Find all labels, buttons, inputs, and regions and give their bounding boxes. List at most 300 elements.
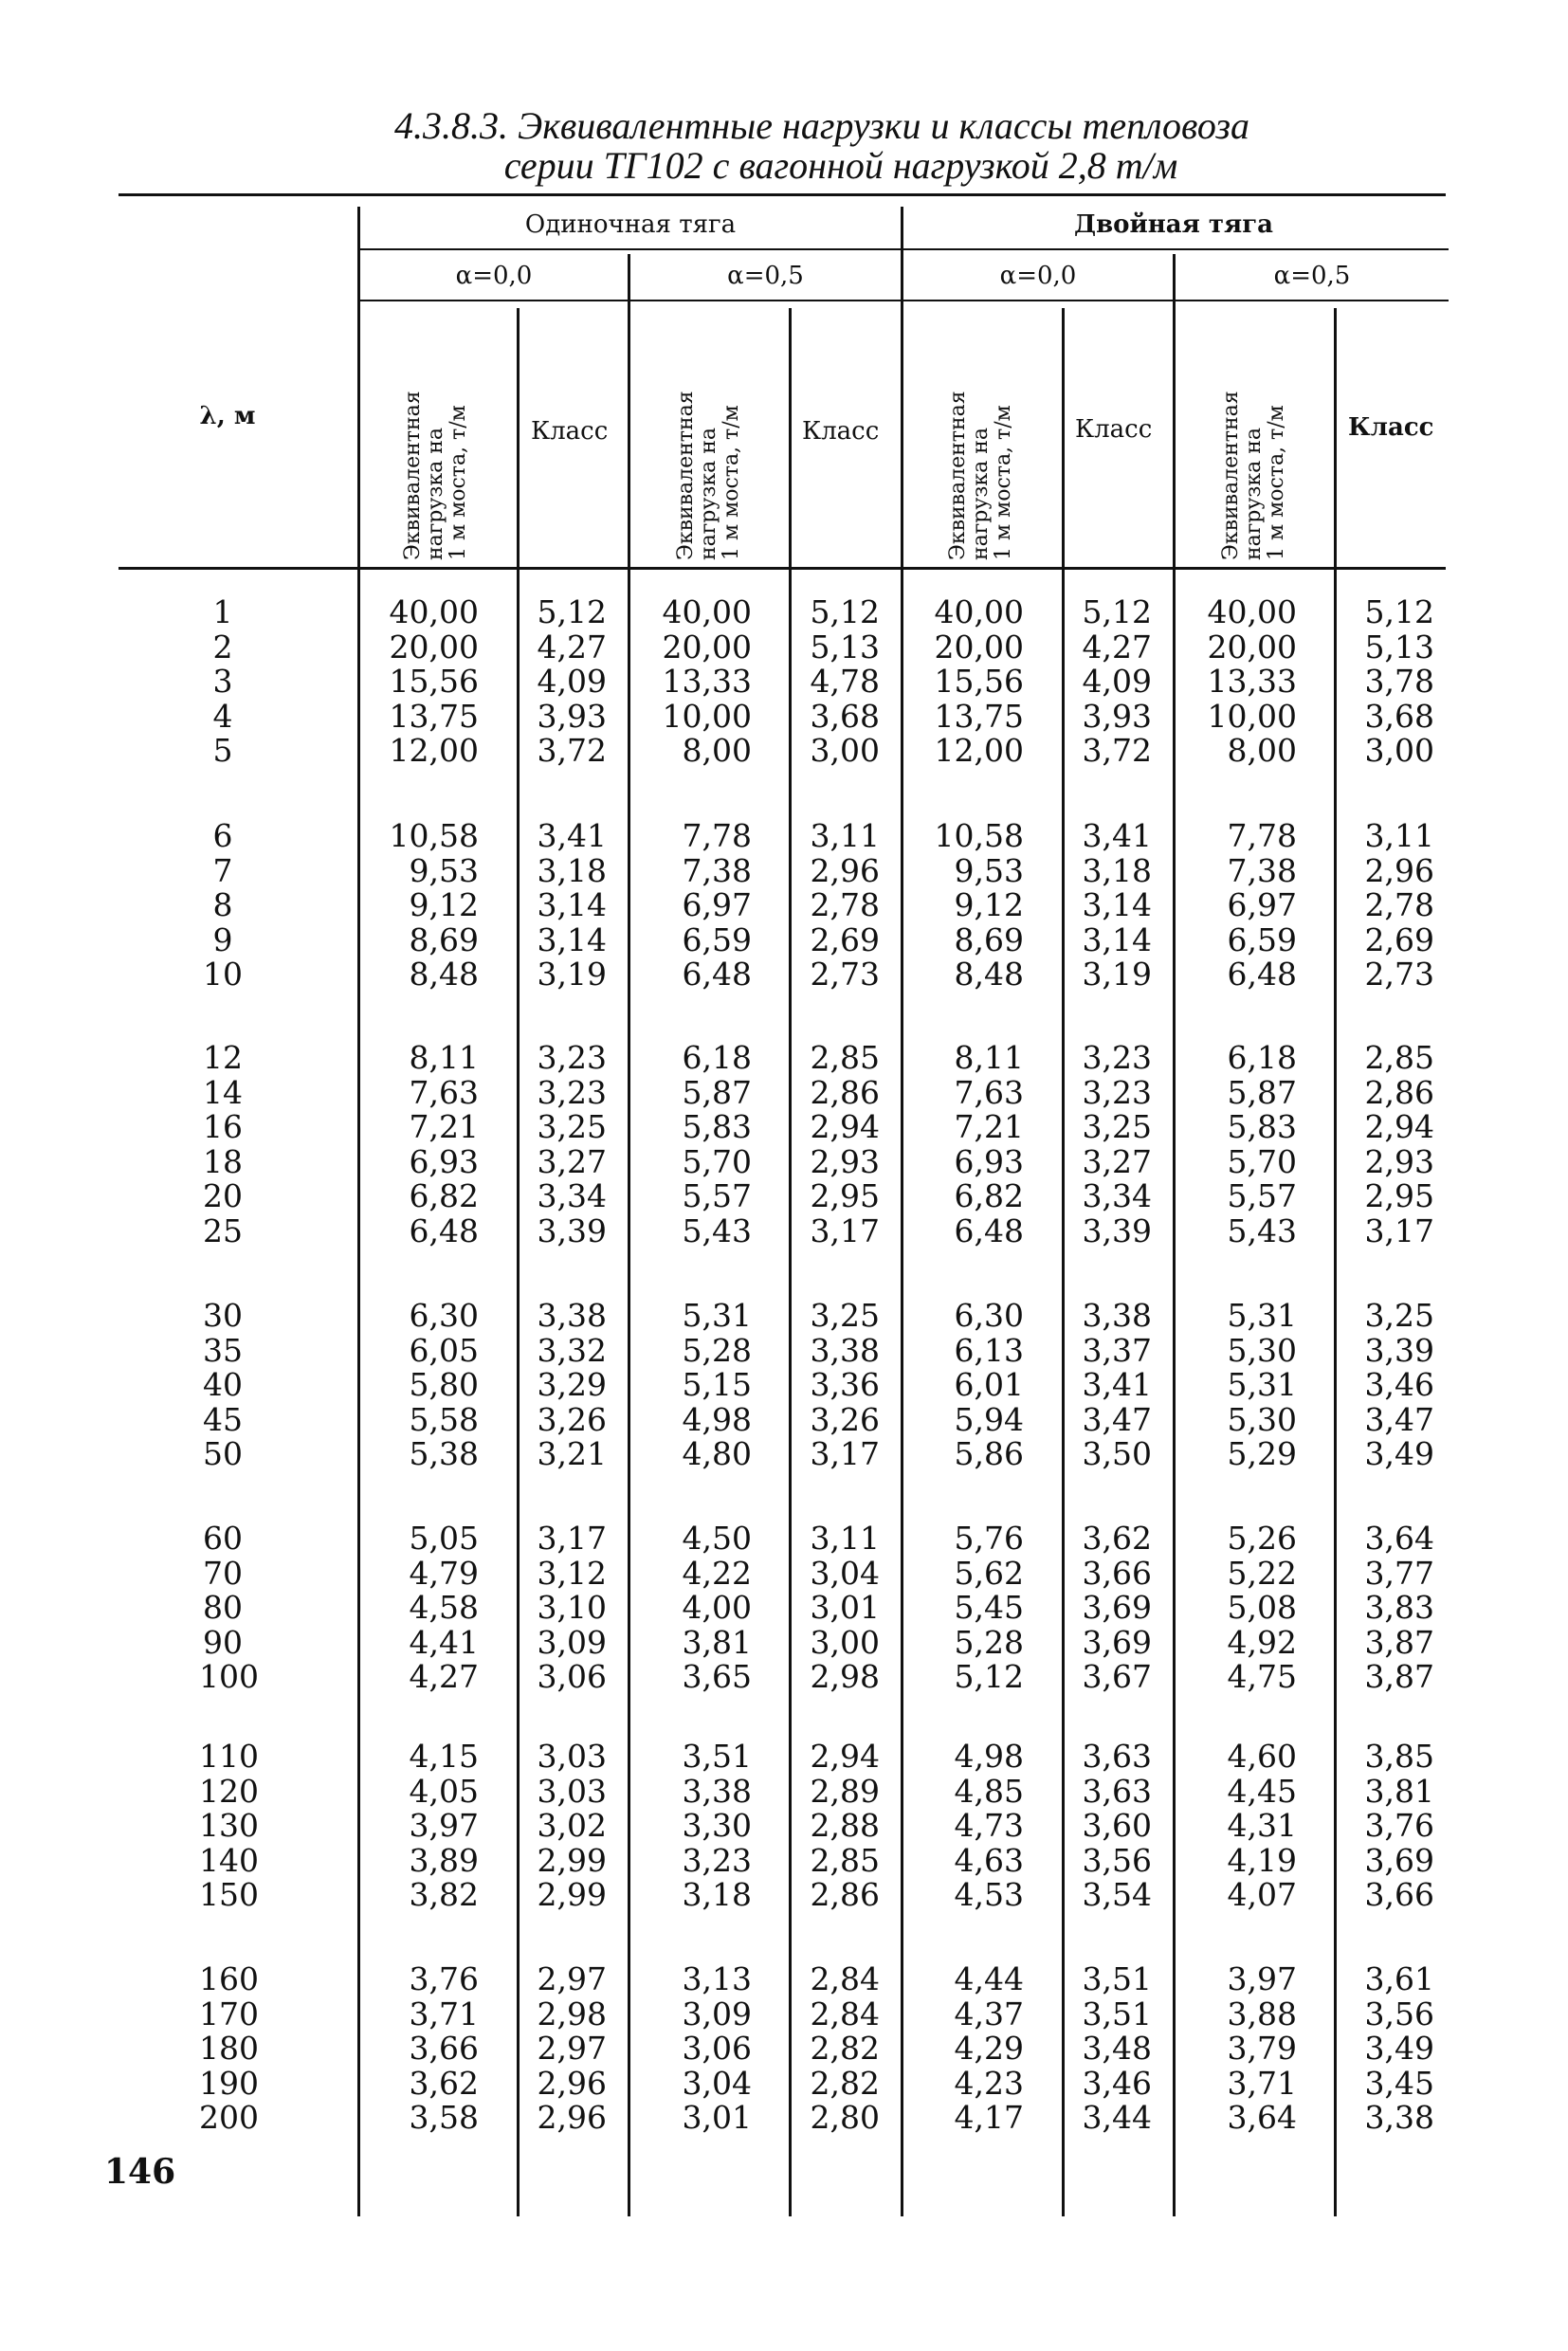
value-column bbox=[1174, 1522, 1297, 1695]
lambda-value: 140 bbox=[199, 1841, 259, 1879]
table-cell: 3,85 bbox=[1364, 1738, 1434, 1775]
value-column bbox=[757, 1740, 880, 1913]
table-cell: 20,00 bbox=[1207, 628, 1297, 665]
table-cell: 4,75 bbox=[1227, 1658, 1297, 1695]
value-column bbox=[629, 1522, 752, 1695]
table-cell: 2,73 bbox=[1364, 956, 1434, 993]
value-column bbox=[629, 1041, 752, 1248]
table-cell: 6,05 bbox=[409, 1331, 479, 1369]
table-cell: 2,95 bbox=[810, 1177, 880, 1214]
value-column bbox=[901, 1522, 1024, 1695]
table-cell: 3,17 bbox=[537, 1520, 607, 1557]
table-cell: 5,08 bbox=[1227, 1589, 1297, 1626]
table-cell: 6,18 bbox=[1227, 1039, 1297, 1076]
lambda-value: 90 bbox=[203, 1623, 243, 1661]
table-cell: 3,44 bbox=[1082, 2099, 1152, 2136]
table-cell: 2,95 bbox=[1364, 1177, 1434, 1214]
lambda-column bbox=[199, 1738, 259, 1913]
value-column bbox=[901, 1740, 1024, 1913]
table-cell: 20,00 bbox=[389, 628, 479, 665]
lambda-column bbox=[199, 1041, 246, 1248]
table-cell: 3,76 bbox=[409, 1960, 479, 1997]
table-cell: 40,00 bbox=[934, 593, 1024, 630]
table-cell: 6,93 bbox=[409, 1142, 479, 1180]
table-cell: 5,87 bbox=[682, 1073, 752, 1111]
table-cell: 3,19 bbox=[1082, 956, 1152, 993]
table-cell: 3,89 bbox=[409, 1841, 479, 1879]
table-cell: 7,38 bbox=[1227, 851, 1297, 889]
table-cell: 4,92 bbox=[1227, 1623, 1297, 1661]
table-cell: 2,84 bbox=[810, 1995, 880, 2032]
table-cell: 3,58 bbox=[409, 2099, 479, 2136]
table-cell: 6,97 bbox=[682, 886, 752, 923]
lambda-value: 180 bbox=[199, 2030, 259, 2067]
table-cell: 3,25 bbox=[1364, 1297, 1434, 1334]
header-class: Класс bbox=[1075, 415, 1153, 444]
table-cell: 4,09 bbox=[537, 663, 607, 700]
table-cell: 3,12 bbox=[537, 1554, 607, 1592]
table-cell: 2,73 bbox=[810, 956, 880, 993]
table-cell: 3,11 bbox=[1364, 817, 1434, 854]
table-cell: 3,62 bbox=[409, 2064, 479, 2102]
table-cell: 3,72 bbox=[1082, 732, 1152, 769]
table-cell: 3,09 bbox=[537, 1623, 607, 1661]
table-cell: 2,96 bbox=[537, 2064, 607, 2102]
table-cell: 2,80 bbox=[810, 2099, 880, 2136]
value-column bbox=[483, 1522, 607, 1695]
table-cell: 5,57 bbox=[682, 1177, 752, 1214]
table-cell: 3,17 bbox=[1364, 1212, 1434, 1249]
table-title-line-1: 4.3.8.3. Эквивалентные нагрузки и классы тепловоза bbox=[394, 104, 1249, 147]
table-cell: 5,94 bbox=[954, 1400, 1024, 1438]
table-cell: 2,94 bbox=[810, 1738, 880, 1775]
value-column bbox=[1311, 1299, 1434, 1472]
table-cell: 5,43 bbox=[1227, 1212, 1297, 1249]
header-class: Класс bbox=[531, 417, 609, 446]
table-cell: 2,98 bbox=[810, 1658, 880, 1695]
table-cell: 3,61 bbox=[1364, 1960, 1434, 1997]
table-cell: 3,64 bbox=[1364, 1520, 1434, 1557]
table-cell: 2,93 bbox=[810, 1142, 880, 1180]
row-group bbox=[0, 595, 1568, 772]
table-cell: 2,86 bbox=[810, 1073, 880, 1111]
lambda-column bbox=[199, 1960, 259, 2136]
lambda-value: 130 bbox=[199, 1807, 259, 1844]
lambda-value: 3 bbox=[212, 663, 233, 700]
table-cell: 6,30 bbox=[409, 1297, 479, 1334]
table-cell: 5,15 bbox=[682, 1366, 752, 1403]
table-cell: 3,83 bbox=[1364, 1589, 1434, 1626]
table-cell: 3,71 bbox=[409, 1995, 479, 2032]
table-cell: 3,30 bbox=[682, 1807, 752, 1844]
table-title-line-2: серии ТГ102 с вагонной нагрузкой 2,8 т/м bbox=[503, 144, 1178, 187]
table-cell: 3,39 bbox=[1082, 1212, 1152, 1249]
lambda-value: 16 bbox=[203, 1108, 243, 1145]
table-cell: 8,11 bbox=[954, 1039, 1024, 1076]
lambda-value: 50 bbox=[203, 1435, 243, 1472]
table-cell: 3,78 bbox=[1364, 663, 1434, 700]
table-cell: 2,99 bbox=[537, 1876, 607, 1913]
table-cell: 3,18 bbox=[1082, 851, 1152, 889]
table-cell: 2,85 bbox=[810, 1841, 880, 1879]
header-class: Класс bbox=[802, 417, 880, 446]
table-cell: 2,93 bbox=[1364, 1142, 1434, 1180]
lambda-value: 12 bbox=[203, 1039, 243, 1076]
table-cell: 3,04 bbox=[682, 2064, 752, 2102]
value-column bbox=[1311, 1740, 1434, 1913]
table-cell: 5,30 bbox=[1227, 1400, 1297, 1438]
lambda-value: 60 bbox=[203, 1520, 243, 1557]
lambda-value: 35 bbox=[203, 1331, 243, 1369]
table-cell: 5,62 bbox=[954, 1554, 1024, 1592]
header-equivalent-load: Эквивалентная нагрузка на 1 м моста, т/м bbox=[1219, 391, 1288, 560]
table-cell: 3,87 bbox=[1364, 1623, 1434, 1661]
table-cell: 4,05 bbox=[409, 1772, 479, 1810]
table-cell: 3,14 bbox=[1082, 886, 1152, 923]
table-cell: 2,69 bbox=[1364, 920, 1434, 958]
table-cell: 2,94 bbox=[810, 1108, 880, 1145]
header-rule-1 bbox=[358, 248, 1449, 250]
table-cell: 3,63 bbox=[1082, 1772, 1152, 1810]
table-cell: 3,79 bbox=[1227, 2030, 1297, 2067]
value-column bbox=[901, 1962, 1024, 2136]
table-cell: 3,49 bbox=[1364, 1435, 1434, 1472]
table-cell: 3,56 bbox=[1082, 1841, 1152, 1879]
table-cell: 3,71 bbox=[1227, 2064, 1297, 2102]
lambda-value: 2 bbox=[212, 628, 233, 665]
table-cell: 9,53 bbox=[409, 851, 479, 889]
table-cell: 3,63 bbox=[1082, 1738, 1152, 1775]
table-cell: 4,27 bbox=[537, 628, 607, 665]
table-cell: 3,69 bbox=[1082, 1623, 1152, 1661]
table-cell: 2,69 bbox=[810, 920, 880, 958]
table-cell: 7,21 bbox=[409, 1108, 479, 1145]
table-cell: 3,34 bbox=[1082, 1177, 1152, 1214]
table-cell: 40,00 bbox=[389, 593, 479, 630]
table-cell: 9,53 bbox=[954, 851, 1024, 889]
table-cell: 12,00 bbox=[934, 732, 1024, 769]
table-cell: 3,77 bbox=[1364, 1554, 1434, 1592]
table-cell: 4,31 bbox=[1227, 1807, 1297, 1844]
table-cell: 3,23 bbox=[537, 1073, 607, 1111]
value-column bbox=[757, 819, 880, 993]
lambda-value: 100 bbox=[199, 1658, 259, 1695]
table-cell: 6,82 bbox=[954, 1177, 1024, 1214]
table-cell: 3,87 bbox=[1364, 1658, 1434, 1695]
value-column bbox=[356, 1522, 479, 1695]
table-cell: 2,97 bbox=[537, 2030, 607, 2067]
table-cell: 7,78 bbox=[682, 817, 752, 854]
table-cell: 2,86 bbox=[1364, 1073, 1434, 1111]
value-column bbox=[629, 1299, 752, 1472]
table-cell: 6,13 bbox=[954, 1331, 1024, 1369]
table-cell: 13,33 bbox=[1207, 663, 1297, 700]
table-cell: 2,97 bbox=[537, 1960, 607, 1997]
table-cell: 3,81 bbox=[682, 1623, 752, 1661]
value-column bbox=[356, 595, 479, 769]
table-cell: 5,31 bbox=[1227, 1297, 1297, 1334]
table-cell: 5,30 bbox=[1227, 1331, 1297, 1369]
table-cell: 3,47 bbox=[1082, 1400, 1152, 1438]
table-cell: 9,12 bbox=[409, 886, 479, 923]
table-cell: 3,01 bbox=[682, 2099, 752, 2136]
table-cell: 5,58 bbox=[409, 1400, 479, 1438]
table-cell: 3,23 bbox=[1082, 1039, 1152, 1076]
row-group bbox=[0, 1299, 1568, 1475]
table-cell: 3,03 bbox=[537, 1772, 607, 1810]
table-cell: 4,17 bbox=[954, 2099, 1024, 2136]
row-group bbox=[0, 1962, 1568, 2139]
table-cell: 3,23 bbox=[537, 1039, 607, 1076]
table-cell: 5,45 bbox=[954, 1589, 1024, 1626]
table-cell: 3,13 bbox=[682, 1960, 752, 1997]
table-cell: 2,99 bbox=[537, 1841, 607, 1879]
table-cell: 3,26 bbox=[537, 1400, 607, 1438]
table-cell: 6,48 bbox=[1227, 956, 1297, 993]
table-cell: 5,87 bbox=[1227, 1073, 1297, 1111]
table-cell: 3,14 bbox=[537, 920, 607, 958]
table-cell: 3,01 bbox=[810, 1589, 880, 1626]
table-cell: 2,96 bbox=[1364, 851, 1434, 889]
table-cell: 6,97 bbox=[1227, 886, 1297, 923]
table-cell: 40,00 bbox=[662, 593, 752, 630]
table-cell: 3,11 bbox=[810, 817, 880, 854]
value-column bbox=[629, 1962, 752, 2136]
table-cell: 3,17 bbox=[810, 1212, 880, 1249]
value-column bbox=[757, 1041, 880, 1248]
value-column bbox=[1029, 1740, 1152, 1913]
header-alpha-double-05: α=0,5 bbox=[1273, 262, 1351, 290]
column-divider bbox=[517, 308, 520, 2216]
table-cell: 8,11 bbox=[409, 1039, 479, 1076]
lambda-column bbox=[199, 1299, 246, 1472]
table-cell: 6,82 bbox=[409, 1177, 479, 1214]
table-cell: 4,00 bbox=[682, 1589, 752, 1626]
lambda-value: 160 bbox=[199, 1960, 259, 1997]
table-cell: 4,44 bbox=[954, 1960, 1024, 1997]
row-group bbox=[0, 1039, 1568, 1249]
header-single-traction: Одиночная тяга bbox=[524, 210, 737, 239]
table-cell: 2,78 bbox=[1364, 886, 1434, 923]
table-cell: 4,98 bbox=[954, 1738, 1024, 1775]
value-column bbox=[483, 819, 607, 993]
value-column bbox=[356, 1740, 479, 1913]
value-column bbox=[1311, 819, 1434, 993]
table-cell: 3,62 bbox=[1082, 1520, 1152, 1557]
value-column bbox=[1311, 1041, 1434, 1248]
table-cell: 4,45 bbox=[1227, 1772, 1297, 1810]
table-cell: 4,80 bbox=[682, 1435, 752, 1472]
value-column bbox=[757, 1962, 880, 2136]
table-cell: 3,26 bbox=[810, 1400, 880, 1438]
table-cell: 5,12 bbox=[810, 593, 880, 630]
table-cell: 3,09 bbox=[682, 1995, 752, 2032]
table-cell: 4,79 bbox=[409, 1554, 479, 1592]
table-cell: 3,93 bbox=[1082, 697, 1152, 735]
lambda-value: 18 bbox=[203, 1142, 243, 1180]
table-cell: 7,21 bbox=[954, 1108, 1024, 1145]
lambda-value: 120 bbox=[199, 1772, 259, 1810]
table-cell: 3,38 bbox=[682, 1772, 752, 1810]
table-cell: 3,39 bbox=[1364, 1331, 1434, 1369]
column-divider bbox=[1062, 308, 1065, 2216]
table-cell: 3,56 bbox=[1364, 1995, 1434, 2032]
table-cell: 13,75 bbox=[389, 697, 479, 735]
table-cell: 2,98 bbox=[537, 1995, 607, 2032]
value-column bbox=[1029, 1299, 1152, 1472]
value-column bbox=[1174, 1299, 1297, 1472]
table-cell: 3,54 bbox=[1082, 1876, 1152, 1913]
table-cell: 5,38 bbox=[409, 1435, 479, 1472]
lambda-value: 9 bbox=[212, 920, 233, 958]
table-cell: 5,76 bbox=[954, 1520, 1024, 1557]
lambda-value: 25 bbox=[203, 1212, 243, 1249]
table-cell: 3,41 bbox=[1082, 817, 1152, 854]
table-cell: 8,48 bbox=[409, 956, 479, 993]
value-column bbox=[1029, 1522, 1152, 1695]
column-divider bbox=[1334, 308, 1337, 2216]
value-column bbox=[356, 819, 479, 993]
table-cell: 8,69 bbox=[409, 920, 479, 958]
table-cell: 3,47 bbox=[1364, 1400, 1434, 1438]
table-cell: 4,09 bbox=[1082, 663, 1152, 700]
table-cell: 5,80 bbox=[409, 1366, 479, 1403]
table-cell: 5,12 bbox=[537, 593, 607, 630]
table-cell: 3,67 bbox=[1082, 1658, 1152, 1695]
lambda-value: 190 bbox=[199, 2064, 259, 2102]
value-column bbox=[629, 595, 752, 769]
table-cell: 2,89 bbox=[810, 1772, 880, 1810]
table-cell: 4,22 bbox=[682, 1554, 752, 1592]
table-cell: 6,59 bbox=[682, 920, 752, 958]
table-cell: 8,00 bbox=[1227, 732, 1297, 769]
table-cell: 3,18 bbox=[537, 851, 607, 889]
table-cell: 5,12 bbox=[1364, 593, 1434, 630]
table-cell: 3,60 bbox=[1082, 1807, 1152, 1844]
table-cell: 6,30 bbox=[954, 1297, 1024, 1334]
table-cell: 12,00 bbox=[389, 732, 479, 769]
table-cell: 3,88 bbox=[1227, 1995, 1297, 2032]
table-cell: 5,86 bbox=[954, 1435, 1024, 1472]
value-column bbox=[757, 1299, 880, 1472]
lambda-value: 8 bbox=[212, 886, 233, 923]
table-cell: 3,37 bbox=[1082, 1331, 1152, 1369]
value-column bbox=[1174, 819, 1297, 993]
table-cell: 3,25 bbox=[810, 1297, 880, 1334]
table-cell: 3,69 bbox=[1364, 1841, 1434, 1879]
value-column bbox=[1174, 1740, 1297, 1913]
lambda-value: 200 bbox=[199, 2099, 259, 2136]
table-cell: 4,37 bbox=[954, 1995, 1024, 2032]
table-cell: 3,66 bbox=[1364, 1876, 1434, 1913]
table-cell: 2,96 bbox=[537, 2099, 607, 2136]
table-cell: 4,07 bbox=[1227, 1876, 1297, 1913]
table-cell: 4,23 bbox=[954, 2064, 1024, 2102]
table-cell: 6,01 bbox=[954, 1366, 1024, 1403]
value-column bbox=[1174, 1041, 1297, 1248]
table-cell: 2,84 bbox=[810, 1960, 880, 1997]
table-cell: 3,82 bbox=[409, 1876, 479, 1913]
table-cell: 4,27 bbox=[409, 1658, 479, 1695]
table-cell: 2,86 bbox=[810, 1876, 880, 1913]
table-cell: 4,41 bbox=[409, 1623, 479, 1661]
table-cell: 10,00 bbox=[1207, 697, 1297, 735]
table-cell: 2,88 bbox=[810, 1807, 880, 1844]
table-cell: 3,65 bbox=[682, 1658, 752, 1695]
table-cell: 3,00 bbox=[810, 1623, 880, 1661]
table-cell: 3,76 bbox=[1364, 1807, 1434, 1844]
table-cell: 10,58 bbox=[934, 817, 1024, 854]
lambda-value: 40 bbox=[203, 1366, 243, 1403]
table-cell: 3,38 bbox=[1082, 1297, 1152, 1334]
value-column bbox=[901, 1299, 1024, 1472]
table-cell: 3,00 bbox=[810, 732, 880, 769]
lambda-value: 45 bbox=[203, 1400, 243, 1438]
value-column bbox=[629, 819, 752, 993]
table-cell: 8,69 bbox=[954, 920, 1024, 958]
table-cell: 6,59 bbox=[1227, 920, 1297, 958]
table-cell: 6,48 bbox=[682, 956, 752, 993]
value-column bbox=[901, 819, 1024, 993]
value-column bbox=[629, 1740, 752, 1913]
table-cell: 3,51 bbox=[1082, 1995, 1152, 2032]
table-cell: 9,12 bbox=[954, 886, 1024, 923]
table-cell: 3,18 bbox=[682, 1876, 752, 1913]
lambda-value: 5 bbox=[212, 732, 233, 769]
table-cell: 3,48 bbox=[1082, 2030, 1152, 2067]
table-cell: 5,57 bbox=[1227, 1177, 1297, 1214]
table-cell: 20,00 bbox=[934, 628, 1024, 665]
table-cell: 3,66 bbox=[409, 2030, 479, 2067]
lambda-column bbox=[199, 1520, 259, 1695]
value-column bbox=[1029, 1962, 1152, 2136]
table-cell: 3,41 bbox=[1082, 1366, 1152, 1403]
value-column bbox=[757, 595, 880, 769]
table-cell: 3,72 bbox=[537, 732, 607, 769]
header-lambda: λ, м bbox=[199, 402, 256, 430]
table-cell: 7,38 bbox=[682, 851, 752, 889]
top-rule bbox=[119, 193, 1446, 196]
table-cell: 4,78 bbox=[810, 663, 880, 700]
value-column bbox=[483, 1740, 607, 1913]
table-cell: 3,25 bbox=[537, 1108, 607, 1145]
table-cell: 4,63 bbox=[954, 1841, 1024, 1879]
table-cell: 4,27 bbox=[1082, 628, 1152, 665]
table-cell: 5,31 bbox=[1227, 1366, 1297, 1403]
table-cell: 3,97 bbox=[409, 1807, 479, 1844]
table-cell: 5,13 bbox=[1364, 628, 1434, 665]
table-cell: 4,15 bbox=[409, 1738, 479, 1775]
lambda-value: 7 bbox=[212, 851, 233, 889]
table-cell: 6,93 bbox=[954, 1142, 1024, 1180]
table-cell: 5,28 bbox=[682, 1331, 752, 1369]
table-cell: 5,12 bbox=[1082, 593, 1152, 630]
table-cell: 4,19 bbox=[1227, 1841, 1297, 1879]
value-column bbox=[356, 1962, 479, 2136]
table-cell: 5,70 bbox=[682, 1142, 752, 1180]
lambda-value: 1 bbox=[212, 593, 233, 630]
lambda-value: 70 bbox=[203, 1554, 243, 1592]
table-cell: 3,19 bbox=[537, 956, 607, 993]
value-column bbox=[483, 595, 607, 769]
row-group bbox=[0, 1522, 1568, 1698]
lambda-value: 30 bbox=[203, 1297, 243, 1334]
lambda-value: 110 bbox=[199, 1738, 259, 1775]
lambda-value: 170 bbox=[199, 1995, 259, 2032]
table-cell: 2,96 bbox=[810, 851, 880, 889]
value-column bbox=[483, 1299, 607, 1472]
table-cell: 15,56 bbox=[389, 663, 479, 700]
